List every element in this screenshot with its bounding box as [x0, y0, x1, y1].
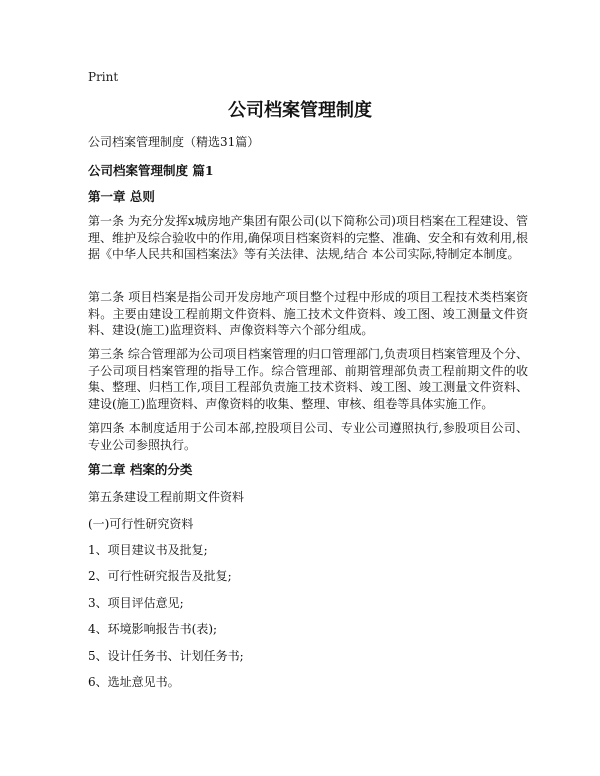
- article-1: 第一条 为充分发挥x城房地产集团有限公司(以下简称公司)项目档案在工程建设、管理、维护及综合验收中的作用,确保项目档案资料的完整、准确、安全和有效利用,根据《中华人民共和国档案法》等有关法律、法规,结合 本公司实际,特制定本制度。: [88, 214, 528, 261]
- list-item: 5、设计任务书、计划任务书;: [88, 649, 244, 663]
- list-item: 6、选址意见书。: [88, 675, 180, 689]
- subsection-heading: (一)可行性研究资料: [88, 517, 194, 531]
- section-heading: 公司档案管理制度 篇1: [88, 163, 214, 178]
- list-item: 2、可行性研究报告及批复;: [88, 569, 232, 583]
- list-item: 4、环境影响报告书(表);: [88, 622, 218, 636]
- chapter-heading-2: 第二章 档案的分类: [88, 462, 193, 477]
- chapter-heading-1: 第一章 总则: [88, 189, 155, 204]
- article-4: 第四条 本制度适用于公司本部,控股项目公司、专业公司遵照执行,参股项目公司、专业公司参照执行。: [88, 421, 528, 452]
- list-item: 3、项目评估意见;: [88, 596, 184, 610]
- article-5: 第五条建设工程前期文件资料: [88, 490, 245, 504]
- document-title: 公司档案管理制度: [228, 100, 372, 121]
- document-subtitle: 公司档案管理制度（精选31篇）: [88, 135, 260, 149]
- article-3: 第三条 综合管理部为公司项目档案管理的归口管理部门,负责项目档案管理及个分、子公司项目档案管理的指导工作。综合管理部、前期管理部负责工程前期文件的收集、整理、归档工作,项目工程部负责施工技术资料、竣工图、竣工测量文件资料、建设(施工)监理资料、声像资料的收集、整理、审核、组卷等具体实施工作。: [88, 347, 528, 411]
- article-2: 第二条 项目档案是指公司开发房地产项目整个过程中形成的项目工程技术类档案资料。主要由建设工程前期文件资料、施工技术文件资料、竣工图、竣工测量文件资料、建设(施工)监理资料、声像资料等六个部分组成。: [88, 290, 528, 337]
- list-item: 1、项目建议书及批复;: [88, 543, 208, 557]
- print-link[interactable]: Print: [88, 70, 119, 84]
